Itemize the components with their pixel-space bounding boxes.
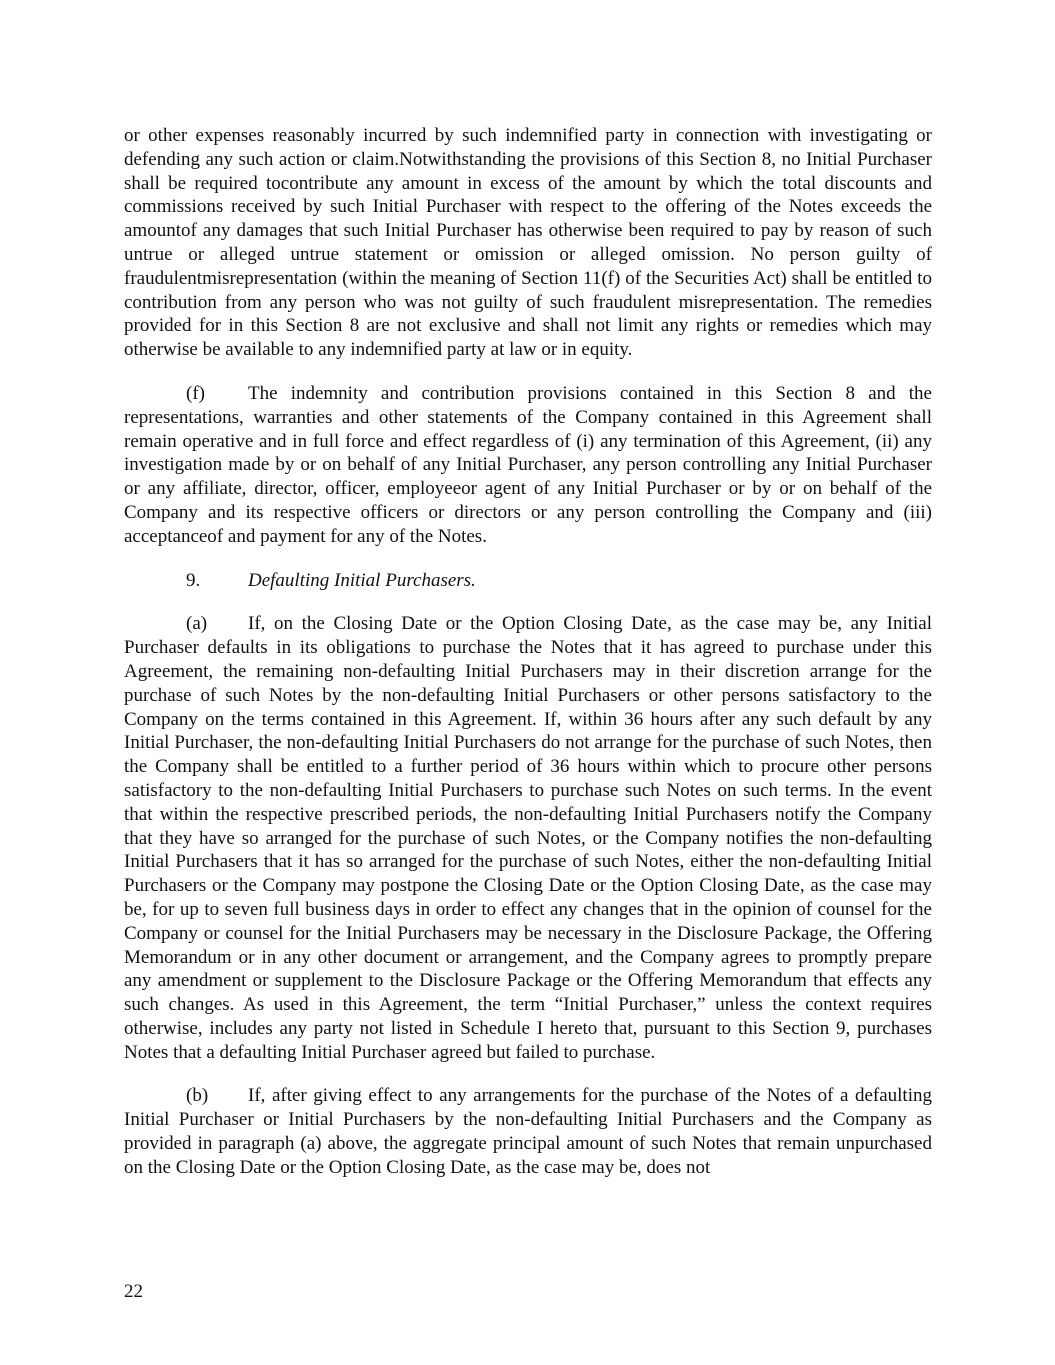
paragraph-f: [124, 382, 932, 549]
section-9-number: 9.: [186, 569, 201, 591]
paragraph-b: [124, 1084, 932, 1179]
page-number: 22: [124, 1281, 143, 1302]
paragraph-a: [124, 612, 932, 1064]
paragraph-a-text: If, on the Closing Date or the Option Closing Date, as the case may be, any Initial Purchaser defaults in its obligations to purchase the Notes that it has agreed to purchase under this Agreement, the remaining non-defaulting Initial Purchasers may in their discretion arrange for the purchase of such Notes by the non-defaulting Initial Purchasers or other persons satisfactory to the Company on the terms contained in this Agreement. If, within 36 hours after any such default by any Initial Purchaser, the non-defaulting Initial Purchasers do not arrange for the purchase of such Notes, then the Company shall be entitled to a further period of 36 hours within which to procure other persons satisfactory to the non-defaulting Initial Purchasers to purchase such Notes on such terms. In the event that within the respective prescribed periods, the non-defaulting Initial Purchasers notify the Company that they have so arranged for the purchase of such Notes, or the Company notifies the non-defaulting Initial Purchasers that it has so arranged for the purchase of such Notes, either the non-defaulting Initial Purchasers or the Company may postpone the Closing Date or the Option Closing Date, as the case may be, for up to seven full business days in order to effect any changes that in the opinion of counsel for the Company or counsel for the Initial Purchasers may be necessary in the Disclosure Package, the Offering Memorandum or in any other document or arrangement, and the Company agrees to promptly prepare any amendment or supplement to the Disclosure Package or the Offering Memorandum that effects any such changes. As used in this Agreement, the term “Initial Purchaser,” unless the context requires otherwise, includes any party not listed in Schedule I hereto that, pursuant to this Section 9, purchases Notes that a defaulting Initial Purchaser agreed but failed to purchase.: [124, 613, 932, 1063]
paragraph-f-label: (f): [186, 382, 205, 404]
section-9-title: Defaulting Initial Purchasers.: [248, 569, 476, 591]
section-9-heading: [124, 569, 932, 593]
paragraph-b-label: (b): [186, 1085, 209, 1107]
paragraph-a-label: (a): [186, 613, 208, 635]
document-page: [124, 124, 932, 1200]
paragraph-b-text: If, after giving effect to any arrangements for the purchase of the Notes of a defaulting Initial Purchaser or Initial Purchasers by the non-defaulting Initial Purchasers and the Company as provided in paragraph (a) above, the aggregate principal amount of such Notes that remain unpurchased on the Closing Date or the Option Closing Date, as the case may be, does not: [124, 1085, 932, 1178]
paragraph-f-text: The indemnity and contribution provisions contained in this Section 8 and the representations, warranties and other statements of the Company contained in this Agreement shall remain operative and in full force and effect regardless of (i) any termination of this Agreement, (ii) any investigation made by or on behalf of any Initial Purchaser, any person controlling any Initial Purchaser or any affiliate, director, officer, employeeor agent of any Initial Purchaser or by or on behalf of the Company and its respective officers or directors or any person controlling the Company and (iii) acceptanceof and payment for any of the Notes.: [124, 382, 932, 547]
continuation-paragraph: or other expenses reasonably incurred by such indemnified party in connection with investigating or defending any such action or claim.Notwithstanding the provisions of this Section 8, no Initial Purchaser shall be required tocontribute any amount in excess of the amount by which the total discounts and commissions received by such Initial Purchaser with respect to the offering of the Notes exceeds the amountof any damages that such Initial Purchaser has otherwise been required to pay by reason of such untrue or alleged untrue statement or omission or alleged omission. No person guilty of fraudulentmisrepresentation (within the meaning of Section 11(f) of the Securities Act) shall be entitled to contribution from any person who was not guilty of such fraudulent misrepresentation. The remedies provided for in this Section 8 are not exclusive and shall not limit any rights or remedies which may otherwise be available to any indemnified party at law or in equity.: [124, 125, 932, 361]
